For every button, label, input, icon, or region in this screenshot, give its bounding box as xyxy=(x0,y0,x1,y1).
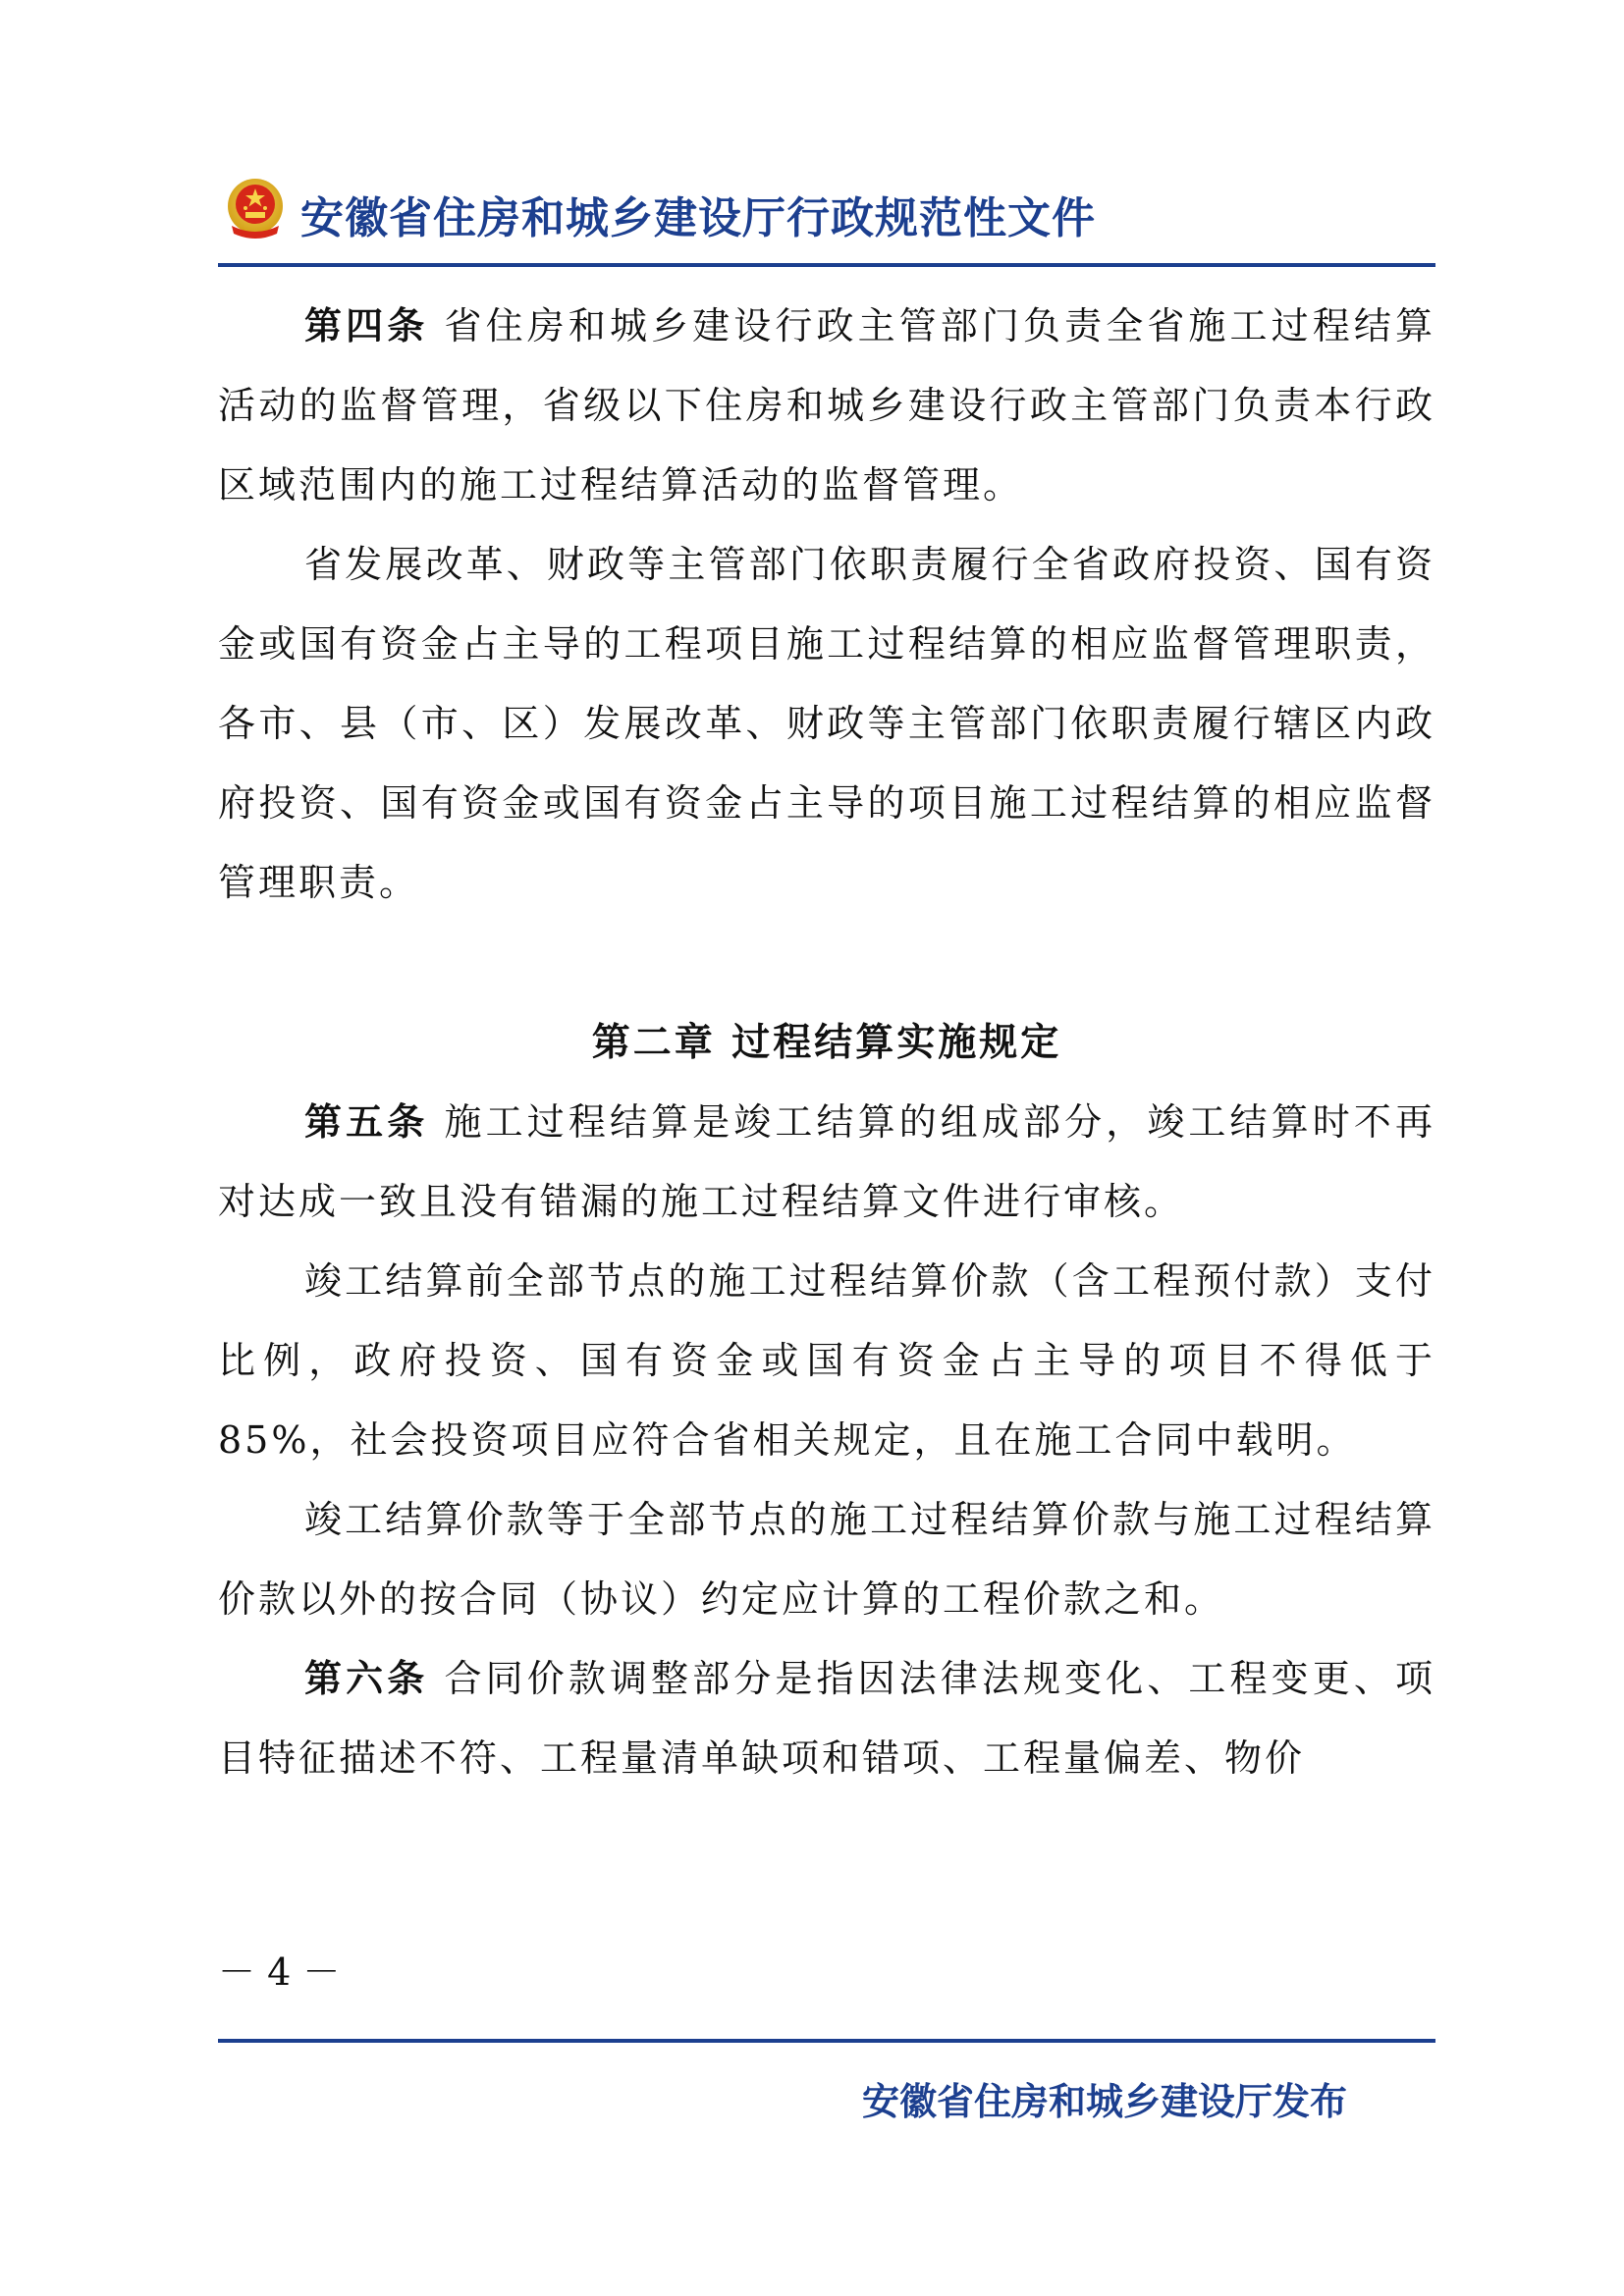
chapter-heading: 第二章 过程结算实施规定 xyxy=(591,1021,1062,1065)
header-divider xyxy=(218,263,1435,267)
document-header xyxy=(218,177,1435,249)
article-5-paragraph xyxy=(218,1083,1435,1242)
footer-publisher: 安徽省住房和城乡建设厅发布 xyxy=(861,2080,1347,2123)
header-title: 安徽省住房和城乡建设厅行政规范性文件 xyxy=(300,193,1096,243)
article-5-text: 施工过程结算是竣工结算的组成部分，竣工结算时不再对达成一致且没有错漏的施工过程结算文件进行审核。 xyxy=(218,1100,1435,1223)
article-6-label: 第六条 xyxy=(304,1657,429,1700)
article-5-paragraph-2: 竣工结算前全部节点的施工过程结算价款（含工程预付款）支付比例，政府投资、国有资金或国有资金占主导的项目不得低于 85%，社会投资项目应符合省相关规定，且在施工合同中载明。 xyxy=(218,1259,1435,1462)
national-emblem-icon xyxy=(226,177,285,241)
article-6-paragraph xyxy=(218,1639,1435,1798)
footer-divider xyxy=(218,2039,1435,2043)
article-5-label: 第五条 xyxy=(304,1100,429,1144)
article-4-paragraph xyxy=(218,287,1435,525)
article-5-paragraph-3: 竣工结算价款等于全部节点的施工过程结算价款与施工过程结算价款以外的按合同（协议）约定应计算的工程价款之和。 xyxy=(218,1498,1435,1621)
article-4-text: 省住房和城乡建设行政主管部门负责全省施工过程结算活动的监督管理，省级以下住房和城乡建设行政主管部门负责本行政区域范围内的施工过程结算活动的监督管理。 xyxy=(218,304,1435,507)
document-body xyxy=(218,287,1435,1798)
page-number: － 4 － xyxy=(218,1950,341,1994)
article-4-paragraph-2: 省发展改革、财政等主管部门依职责履行全省政府投资、国有资金或国有资金占主导的工程项目施工过程结算的相应监督管理职责，各市、县（市、区）发展改革、财政等主管部门依职责履行辖区内政府投资、国有资金或国有资金占主导的项目施工过程结算的相应监督管理职责。 xyxy=(218,543,1435,904)
article-6-text: 合同价款调整部分是指因法律法规变化、工程变更、项目特征描述不符、工程量清单缺项和错项、工程量偏差、物价 xyxy=(218,1657,1435,1780)
article-4-label: 第四条 xyxy=(304,304,429,347)
